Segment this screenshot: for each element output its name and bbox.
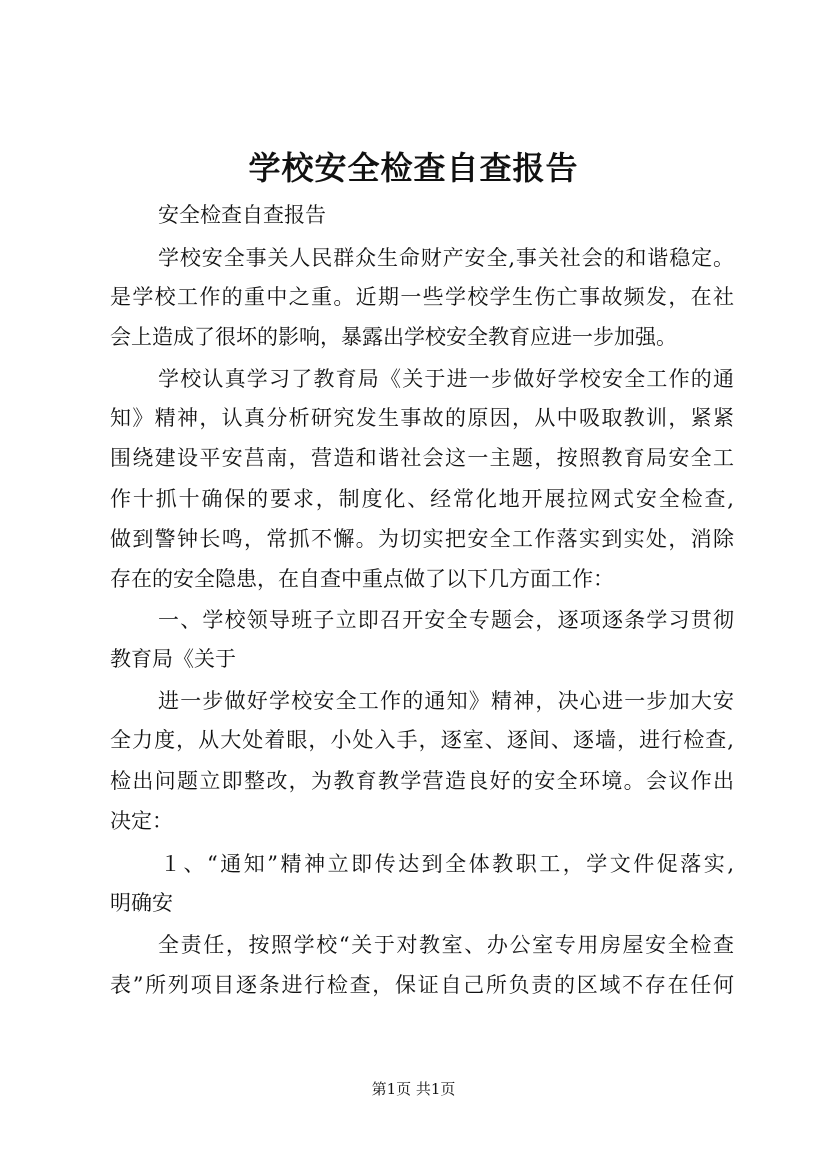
paragraph-line: 检出问题立即整改，为教育教学营造良好的安全环境。会议作出 [110, 769, 734, 793]
subtitle-line: 安全检查自查报告 [158, 203, 326, 227]
paragraph-line: 围绕建设平安莒南，营造和谐社会这一主题，按照教育局安全工 [110, 446, 734, 470]
document-title: 学校安全检查自查报告 [248, 149, 579, 187]
paragraph-line: 知》精神，认真分析研究发生事故的原因，从中吸取教训，紧紧 [110, 406, 734, 430]
paragraph-line: 学校认真学习了教育局《关于进一步做好学校安全工作的通 [158, 367, 734, 391]
paragraph-line: 全责任，按照学校“关于对教室、办公室专用房屋安全检查 [158, 933, 734, 957]
paragraph-line: 进一步做好学校安全工作的通知》精神，决心进一步加大安 [158, 689, 734, 713]
paragraph-line: 作十抓十确保的要求，制度化、经常化地开展拉网式安全检查, [110, 487, 734, 511]
paragraph-line: 教育局《关于 [110, 647, 236, 671]
paragraph-line: 存在的安全隐患，在自查中重点做了以下几方面工作： [110, 567, 614, 591]
paragraph-line: 决定： [110, 809, 173, 833]
paragraph-line: 做到警钟长鸣，常抓不懈。为切实把安全工作落实到实处，消除 [110, 527, 734, 551]
paragraph-line: 学校安全事关人民群众生命财产安全,事关社会的和谐稳定。 [158, 246, 734, 270]
paragraph-line: 表”所列项目逐条进行检查，保证自己所负责的区域不存在任何 [110, 973, 734, 997]
paragraph-line: 全力度，从大处着眼，小处入手，逐室、逐间、逐墙，进行检查, [110, 728, 734, 752]
paragraph-line: １、“通知”精神立即传达到全体教职工，学文件促落实, [160, 852, 734, 876]
page-footer: 第1页 共1页 [371, 1080, 456, 1098]
paragraph-line: 一、学校领导班子立即召开安全专题会，逐项逐条学习贯彻 [158, 608, 734, 632]
paragraph-line: 明确安 [110, 891, 173, 915]
paragraph-line: 会上造成了很坏的影响，暴露出学校安全教育应进一步加强。 [110, 325, 677, 349]
paragraph-line: 是学校工作的重中之重。近期一些学校学生伤亡事故频发，在社 [110, 285, 734, 309]
